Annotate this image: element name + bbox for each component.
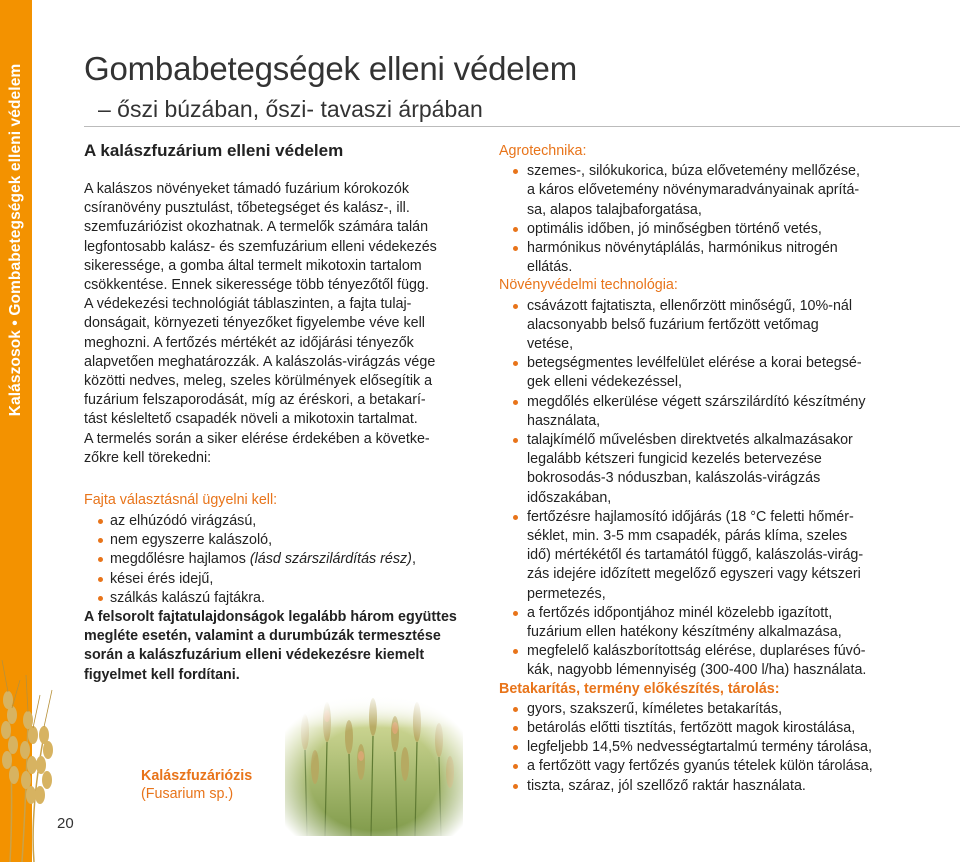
list-item-line: idő) mértékétől és tartamától függő, kalászolás-virág-	[527, 547, 864, 564]
list-item-line: bokrosodás-3 nóduszban, kalászolás-virágzás	[527, 470, 821, 487]
list-item	[499, 738, 894, 757]
right-section-list	[499, 700, 894, 796]
list-item-line: szemes-, silókukorica, búza elővetemény mellőzése,	[527, 163, 860, 180]
list-item-line: zás idejére időzített megelőző egyszeri vagy kétszeri	[527, 566, 861, 583]
list-item-text: az elhúzódó virágzású,	[110, 513, 257, 529]
list-item-line: csávázott fajtatiszta, ellenőrzött minőségű, 10%-nál	[527, 297, 853, 314]
paragraph-line: A felsorolt fajtatulajdonságok legalább három együttes	[84, 609, 457, 625]
title-divider	[84, 126, 960, 127]
list-item	[499, 700, 894, 719]
paragraph-line: figyelmet kell fordítani.	[84, 666, 240, 683]
side-label: Kalászosok • Gombabetegségek elleni védelem	[7, 63, 24, 417]
list-item-line: talajkímélő művelésben direktvetés alkalmazásakor	[527, 432, 853, 449]
bullet-icon	[513, 611, 518, 616]
bullet-icon	[513, 784, 518, 789]
list-item-line: megfelelő kalászborítottság elérése, duplaréses fúvó-	[527, 643, 866, 660]
list-item	[499, 604, 894, 642]
section-heading: A kalászfuzárium elleni védelem	[84, 141, 344, 160]
bullet-icon	[513, 726, 518, 731]
paragraph-line: szemfuzáriózist okozhatnak. A termelők számára talán	[84, 219, 429, 236]
paragraph-line: donságait, környezeti tényezőket figyelembe véve kell	[84, 315, 425, 332]
photo-caption	[141, 767, 252, 803]
list-item-line: optimális időben, jó minőségben történő vetés,	[527, 220, 822, 237]
list-item	[84, 531, 474, 550]
conclusion-paragraph	[84, 608, 474, 685]
bullet-icon	[513, 707, 518, 712]
bullet-icon	[513, 649, 518, 654]
list-item	[499, 393, 894, 431]
page-number: 20	[57, 815, 74, 832]
list-item-line: használata,	[527, 412, 601, 429]
list-item	[84, 550, 474, 569]
list-item	[499, 354, 894, 392]
right-section-heading: Betakarítás, termény előkészítés, tárolás:	[499, 680, 780, 697]
list-item-line: a káros elővetemény növénymaradványainak aprítá-	[527, 182, 860, 199]
paragraph-line: közötti nedves, meleg, szeles körülmények elősegítik a	[84, 373, 433, 390]
paragraph-line: tást késleltető csapadék növeli a mikotoxin tartalmat.	[84, 411, 418, 428]
list-item-line: ellátás.	[527, 259, 573, 276]
paragraph-line: A védekezési technológiát táblaszinten, a fajta tulaj-	[84, 296, 412, 313]
paragraph-line: alapvetően meghatározzák. A kalászolás-virágzás vége	[84, 353, 436, 370]
caption-latin: (Fusarium sp.)	[141, 786, 234, 802]
list-item-line: betárolás előtti tisztítás, fertőzött magok kirostálása,	[527, 720, 856, 736]
list-item	[499, 508, 894, 604]
bullet-icon	[513, 169, 518, 174]
right-section-list	[499, 297, 894, 681]
paragraph-line: A termelés során a siker elérése érdekében a követke-	[84, 430, 430, 447]
bullet-icon	[513, 400, 518, 405]
list-item-text: szálkás kalászú fajtákra.	[110, 589, 265, 606]
bullet-icon	[513, 361, 518, 366]
bullet-icon	[513, 246, 518, 251]
bullet-icon	[513, 745, 518, 750]
paragraph-line: legfontosabb kalász- és szemfuzárium elleni védekezés	[84, 238, 437, 255]
list-item	[499, 239, 894, 277]
list-item-line: fertőzésre hajlamosító időjárás (18 °C feletti hőmér-	[527, 508, 854, 525]
bullet-icon	[98, 538, 103, 543]
list-item-line: a fertőzött vagy fertőzés gyanús tételek külön tárolása,	[527, 758, 873, 775]
list-item-line: tiszta, száraz, jól szellőző raktár használata.	[527, 777, 806, 794]
list-item-line: időszakában,	[527, 489, 612, 506]
list-item-line: gyors, szakszerű, kíméletes betakarítás,	[527, 700, 783, 717]
paragraph-line: sikeressége, a gomba által termelt mikotoxin tartalom	[84, 257, 422, 274]
right-section-heading: Agrotechnika:	[499, 143, 587, 159]
list-item	[499, 297, 894, 355]
list-item-line: gek elleni védekezéssel,	[527, 374, 682, 391]
paragraph-line: csökkentése. Ennek sikeressége több tényezőtől függ.	[84, 277, 429, 294]
list-item-line: betegségmentes levélfelület elérése a korai betegsé-	[527, 355, 862, 372]
list-item	[499, 220, 894, 239]
right-section-heading: Növényvédelmi technológia:	[499, 277, 678, 294]
caption-name: Kalászfuzáriózis	[141, 768, 253, 784]
list-item	[499, 431, 894, 508]
list-item-text: megdőlésre hajlamos	[110, 551, 250, 568]
list-item-line: sa, alapos talajbaforgatása,	[527, 201, 702, 218]
bullet-icon	[513, 515, 518, 520]
paragraph-line: zőkre kell törekedni:	[84, 449, 212, 466]
list-item-line: harmónikus növénytáplálás, harmónikus nitrogén	[527, 240, 838, 256]
bullet-icon	[513, 764, 518, 769]
list-item-line: megdőlés elkerülése végett szárszilárdító készítmény	[527, 393, 866, 410]
list-item-line: alacsonyabb belső fuzárium fertőzött vetőmag	[527, 316, 819, 333]
list-item-line: vetése,	[527, 336, 574, 352]
list-item-punct: ,	[411, 551, 416, 568]
bullet-icon	[513, 438, 518, 443]
list-item	[499, 719, 894, 738]
list-item-line: kák, nagyobb lémennyiség (300-400 l/ha) használata.	[527, 662, 867, 679]
list-item-line: séklet, min. 3-5 mm csapadék, párás klíma, szeles	[527, 528, 848, 545]
list-item	[84, 589, 474, 608]
bullet-icon	[98, 519, 103, 524]
variety-heading: Fajta választásnál ügyelni kell:	[84, 492, 278, 508]
bullet-icon	[98, 557, 103, 562]
paragraph-line: fuzárium felszaporodását, míg az éréskori, a betakarí-	[84, 392, 426, 409]
variety-list	[84, 512, 474, 608]
list-item-line: legfeljebb 14,5% nedvességtartalmú termény tárolása,	[527, 739, 872, 756]
list-item	[84, 570, 474, 589]
list-item-line: legalább kétszeri fungicid kezelés betervezése	[527, 451, 822, 468]
list-item	[499, 642, 894, 680]
paragraph-line: meghozni. A fertőzés mértékét az időjárási tényezők	[84, 334, 414, 351]
bullet-icon	[98, 596, 103, 601]
list-item-line: fuzárium ellen hatékony készítmény alkalmazása,	[527, 624, 842, 641]
list-item-line: permetezés,	[527, 585, 606, 602]
right-section-list	[499, 162, 894, 277]
paragraph-line: megléte esetén, valamint a durumbúzák termesztése	[84, 628, 441, 645]
list-item	[499, 777, 894, 796]
bullet-icon	[513, 227, 518, 232]
paragraph-line: során a kalászfuzárium elleni védekezésre kiemelt	[84, 647, 425, 664]
list-item-line: a fertőzés időpontjához minél közelebb igazított,	[527, 604, 833, 621]
bullet-icon	[513, 304, 518, 309]
intro-paragraph	[84, 180, 474, 468]
page-title: Gombabetegségek elleni védelem	[84, 50, 577, 87]
list-item-text: kései érés idejű,	[110, 570, 214, 587]
paragraph-line: A kalászos növényeket támadó fuzárium kórokozók	[84, 181, 410, 197]
list-item-note: (lásd szárszilárdítás rész)	[249, 551, 412, 568]
list-item-text: nem egyszerre kalászoló,	[110, 532, 273, 549]
bullet-icon	[98, 577, 103, 582]
list-item	[84, 512, 474, 531]
list-item	[499, 162, 894, 220]
paragraph-line: csíranövény pusztulást, tőbetegséget és kalász-, ill.	[84, 200, 410, 217]
page-subtitle: – őszi búzában, őszi- tavaszi árpában	[98, 96, 483, 122]
wheat-field-photo	[285, 692, 463, 836]
list-item	[499, 757, 894, 776]
